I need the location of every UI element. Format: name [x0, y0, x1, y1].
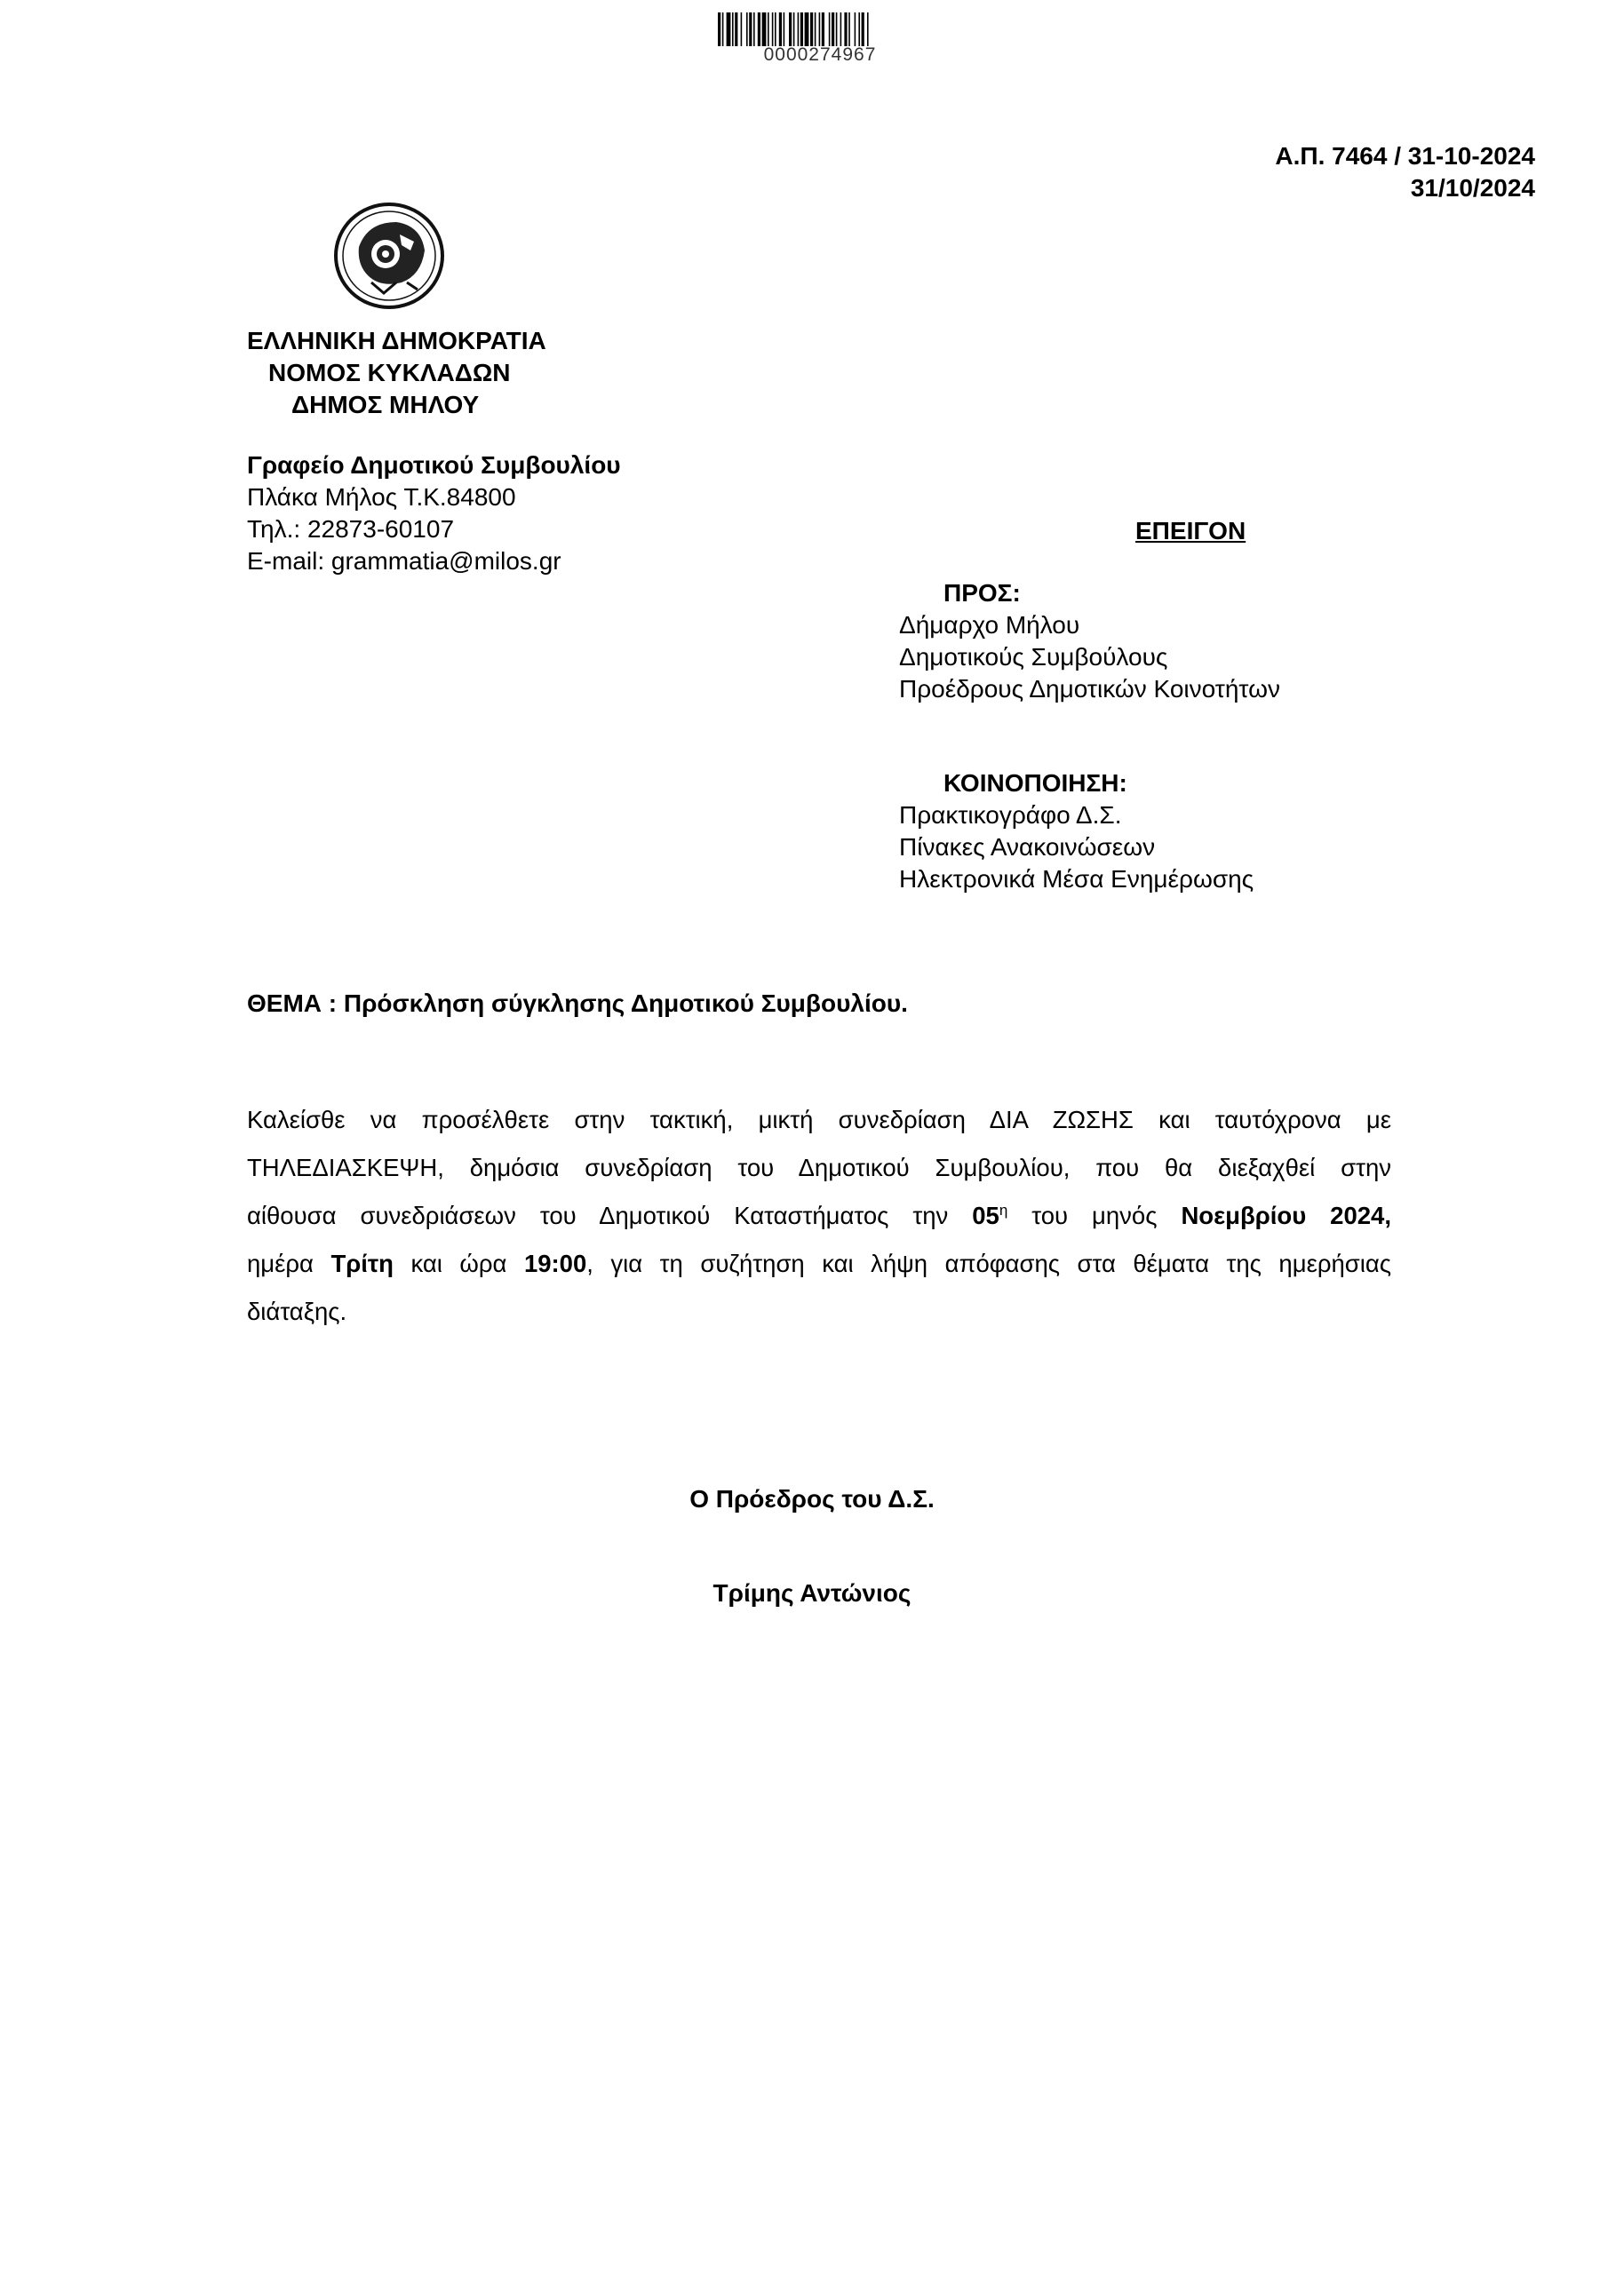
body-line: ΤΗΛΕΔΙΑΣΚΕΨΗ, δημόσια συνεδρίαση του Δημοτικού Συμβουλίου, που θα διεξαχθεί στην	[247, 1154, 1391, 1181]
recipient-item: Δήμαρχο Μήλου	[899, 611, 1080, 639]
recipient-item: Δημοτικούς Συμβούλους	[899, 643, 1168, 671]
barcode-bar	[718, 12, 720, 46]
barcode-bar	[722, 12, 724, 46]
barcode-bar	[732, 12, 734, 46]
signature-title: Ο Πρόεδρος του Δ.Σ.	[689, 1485, 935, 1513]
barcode-bar	[836, 12, 838, 46]
cc-heading: ΚΟΙΝΟΠΟΙΗΣΗ:	[943, 769, 1127, 797]
barcode-bar	[727, 12, 731, 46]
barcode-bar	[829, 12, 831, 46]
signature-name: Τρίμης Αντώνιος	[712, 1579, 912, 1607]
barcode-bar	[789, 12, 792, 46]
barcode-bar	[775, 12, 776, 46]
body-text: , για τη συζήτηση και λήψη απόφασης στα θέματα της ημερήσιας	[586, 1250, 1392, 1277]
barcode-bar	[810, 12, 813, 46]
body-line: Καλείσθε να προσέλθετε στην τακτική, μικτή συνεδρίαση ΔΙΑ ΖΩΣΗΣ και ταυτόχρονα με	[247, 1106, 1391, 1133]
body-line	[247, 1240, 1391, 1288]
barcode-bar	[832, 12, 834, 46]
cc-block	[899, 767, 1254, 895]
office-email: E-mail: grammatia@milos.gr	[247, 547, 561, 575]
barcode-bar	[746, 12, 748, 46]
reference-block	[1275, 140, 1535, 204]
barcode-bar	[753, 12, 755, 46]
urgent-label: ΕΠΕΙΓΟΝ	[1135, 517, 1246, 544]
barcode-bar	[793, 12, 795, 46]
body-text: αίθουσα συνεδριάσεων του Δημοτικού Καταστήματος την	[247, 1202, 973, 1229]
meeting-weekday: Τρίτη	[330, 1250, 394, 1277]
barcode-bar	[784, 12, 785, 46]
barcode-bar	[822, 12, 824, 46]
prefecture-line: ΝΟΜΟΣ ΚΥΚΛΑΔΩΝ	[268, 359, 511, 386]
document-date: 31/10/2024	[1410, 174, 1535, 202]
barcode-bar	[758, 12, 760, 46]
barcode-number: 0000274967	[763, 44, 877, 65]
office-phone: Τηλ.: 22873-60107	[247, 515, 455, 543]
subject-line: ΘΕΜΑ : Πρόσκληση σύγκλησης Δημοτικού Συμβουλίου.	[247, 989, 908, 1017]
barcode-bar	[844, 12, 847, 46]
body-line	[247, 1192, 1391, 1240]
meeting-day: 05	[972, 1202, 999, 1229]
barcode-bar	[815, 12, 816, 46]
recipients-block	[899, 577, 1280, 705]
barcode-bar	[805, 12, 809, 46]
day-suffix: η	[999, 1201, 1008, 1219]
barcode-bar	[779, 12, 782, 46]
barcode	[718, 12, 922, 46]
body-text: και ώρα	[393, 1250, 524, 1277]
invitation-body	[247, 1096, 1391, 1336]
barcode-bar	[819, 12, 821, 46]
office-details	[247, 449, 621, 577]
municipality-seal-icon	[332, 201, 446, 311]
body-text: ημέρα	[247, 1250, 331, 1277]
body-text: του μηνός	[1007, 1202, 1182, 1229]
barcode-bar	[858, 12, 860, 46]
barcode-bar	[768, 12, 769, 46]
barcode-bar	[862, 12, 864, 46]
barcode-bar	[772, 12, 774, 46]
cc-item: Ηλεκτρονικά Μέσα Ενημέρωσης	[899, 865, 1254, 893]
barcode-bar	[867, 12, 869, 46]
cc-item: Πρακτικογράφο Δ.Σ.	[899, 801, 1122, 829]
recipients-heading: ΠΡΟΣ:	[943, 579, 1021, 607]
body-line: διάταξης.	[247, 1298, 347, 1325]
country-line: ΕΛΛΗΝΙΚΗ ΔΗΜΟΚΡΑΤΙΑ	[247, 327, 546, 354]
barcode-bar	[735, 12, 737, 46]
office-name: Γραφείο Δημοτικού Συμβουλίου	[247, 451, 621, 479]
barcode-bar	[762, 12, 767, 46]
protocol-number: Α.Π. 7464 / 31-10-2024	[1275, 142, 1535, 170]
barcode-bar	[848, 12, 850, 46]
barcode-bar	[749, 12, 752, 46]
municipality-line: ΔΗΜΟΣ ΜΗΛΟΥ	[291, 391, 480, 418]
recipient-item: Προέδρους Δημοτικών Κοινοτήτων	[899, 675, 1280, 703]
barcode-bar	[798, 12, 800, 46]
cc-item: Πίνακες Ανακοινώσεων	[899, 833, 1156, 861]
office-address: Πλάκα Μήλος Τ.Κ.84800	[247, 483, 516, 511]
barcode-bar	[855, 12, 856, 46]
barcode-bar	[741, 12, 743, 46]
meeting-month: Νοεμβρίου 2024,	[1181, 1202, 1391, 1229]
meeting-time: 19:00	[523, 1250, 587, 1277]
barcode-bar	[840, 12, 842, 46]
organization-header	[247, 325, 546, 421]
barcode-bar	[800, 12, 803, 46]
